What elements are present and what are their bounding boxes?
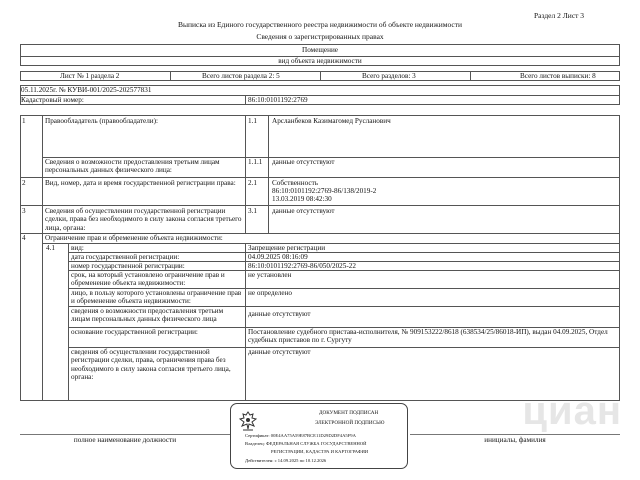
signature-caption: инициалы, фамилия: [484, 436, 546, 444]
section-sheet-label: Раздел 2 Лист 3: [534, 11, 585, 20]
row-1-1-label: Сведения о возможности предоставления третьим лицам персональных данных физического лица:: [45, 158, 220, 175]
enc-label-reg-number: номер государственной регистрации:: [71, 262, 185, 270]
enc-value-consent: данные отсутствуют: [248, 348, 311, 356]
enc-label-personal-data: сведения о возможности предоставления третьим лицам персональных данных физического лица: [71, 307, 224, 324]
right-registration-number: 86:10:0101192:2769-86/138/2019-2: [272, 187, 377, 195]
enc-label-basis: основание государственной регистрации:: [71, 328, 198, 336]
row-2-number: 2: [22, 179, 26, 187]
emblem-icon: [237, 410, 259, 434]
row-4-label: Ограничение прав и обременение объекта недвижимости:: [45, 234, 223, 242]
row-1-sub: 1.1: [248, 117, 257, 125]
row-1-1-value: данные отсутствуют: [272, 158, 335, 166]
extract-date-number: 05.11.2025г. № КУВИ-001/2025-202577831: [21, 86, 152, 94]
stamp-line-3: Сертификат: 00Е4АА75А59Е87ВСЕ11D29D2DF4A5F9A: [245, 433, 356, 438]
row-3-label: Сведения об осуществлении государственной регистрации сделки, права без необходимого в силу закона согласия третьего лица, органа:: [45, 207, 242, 232]
enc-label-type: вид:: [71, 244, 84, 252]
electronic-signature-stamp: [230, 403, 408, 469]
row-2-label: Вид, номер, дата и время государственной регистрации права:: [45, 179, 236, 187]
enc-value-basis: Постановление судебного пристава-исполнителя, № 909153222/8618 (638534/25/86018-ИП), выдан 04.09.2025, Отдел судебных приставов по г. Сургуту: [248, 328, 608, 345]
document-title: Выписка из Единого государственного реестра недвижимости об объекте недвижимости: [177, 20, 463, 29]
row-3-number: 3: [22, 207, 26, 215]
enc-label-reg-date: дата государственной регистрации:: [71, 253, 180, 261]
right-registration-date: 13.03.2019 08:42:30: [272, 195, 332, 203]
enc-value-reg-date: 04.09.2025 08:16:09: [248, 253, 308, 261]
encumbrance-number: 4.1: [46, 244, 55, 252]
position-caption: полное наименование должности: [73, 436, 177, 444]
stamp-line-2: ЭЛЕКТРОННОЙ ПОДПИСЬЮ: [315, 420, 385, 426]
total-sheets-extract: Всего листов выписки: 8: [520, 72, 596, 80]
stamp-line-1: ДОКУМЕНТ ПОДПИСАН: [319, 410, 379, 416]
enc-label-term: срок, на который установлено ограничение прав и обременение объекта недвижимости:: [71, 271, 225, 288]
owner-name: Арсланбеков Казимагомед Русланович: [272, 117, 391, 125]
object-type-caption: вид объекта недвижимости: [278, 57, 362, 65]
row-1-1-sub: 1.1.1: [248, 158, 263, 166]
right-type: Собственность: [272, 179, 318, 187]
row-3-sub: 3.1: [248, 207, 257, 215]
enc-value-beneficiary: не определено: [248, 289, 293, 297]
enc-label-consent: сведения об осуществлении государственной регистрации сделки, права, ограничения права без необходимого в силу закона согласия третьего лица, органа:: [71, 348, 231, 381]
sheet-number: Лист № 1 раздела 2: [60, 72, 120, 80]
row-1-number: 1: [22, 117, 26, 125]
cadastral-number: 86:10:0101192:2769: [248, 96, 308, 104]
enc-value-type: Запрещение регистрации: [248, 244, 326, 252]
stamp-line-6: Действителен: с 14.09.2025 по 10.12.2026: [245, 458, 327, 463]
object-type-value: Помещение: [302, 46, 338, 54]
document-subtitle: Сведения о зарегистрированных правах: [256, 32, 384, 41]
enc-value-reg-number: 86:10:0101192:2769-86/050/2025-22: [248, 262, 356, 270]
enc-value-personal-data: данные отсутствуют: [248, 310, 311, 318]
stamp-line-4: Владелец: ФЕДЕРАЛЬНАЯ СЛУЖБА ГОСУДАРСТВЕННОЙ: [245, 441, 367, 446]
row-1-label: Правообладатель (правообладатели):: [45, 117, 159, 125]
watermark: циан: [522, 389, 622, 433]
stamp-line-5: РЕГИСТРАЦИИ, КАДАСТРА И КАРТОГРАФИИ: [271, 449, 369, 454]
cadastral-label: Кадастровый номер:: [21, 96, 84, 104]
enc-label-beneficiary: лицо, в пользу которого установлены ограничение прав и обременение объекта недвижимости:: [71, 289, 242, 306]
total-sheets-section: Всего листов раздела 2: 5: [202, 72, 280, 80]
row-2-sub: 2.1: [248, 179, 257, 187]
row-3-value: данные отсутствуют: [272, 207, 335, 215]
row-4-number: 4: [22, 234, 26, 242]
enc-value-term: не установлен: [248, 271, 292, 279]
total-sections: Всего разделов: 3: [362, 72, 416, 80]
